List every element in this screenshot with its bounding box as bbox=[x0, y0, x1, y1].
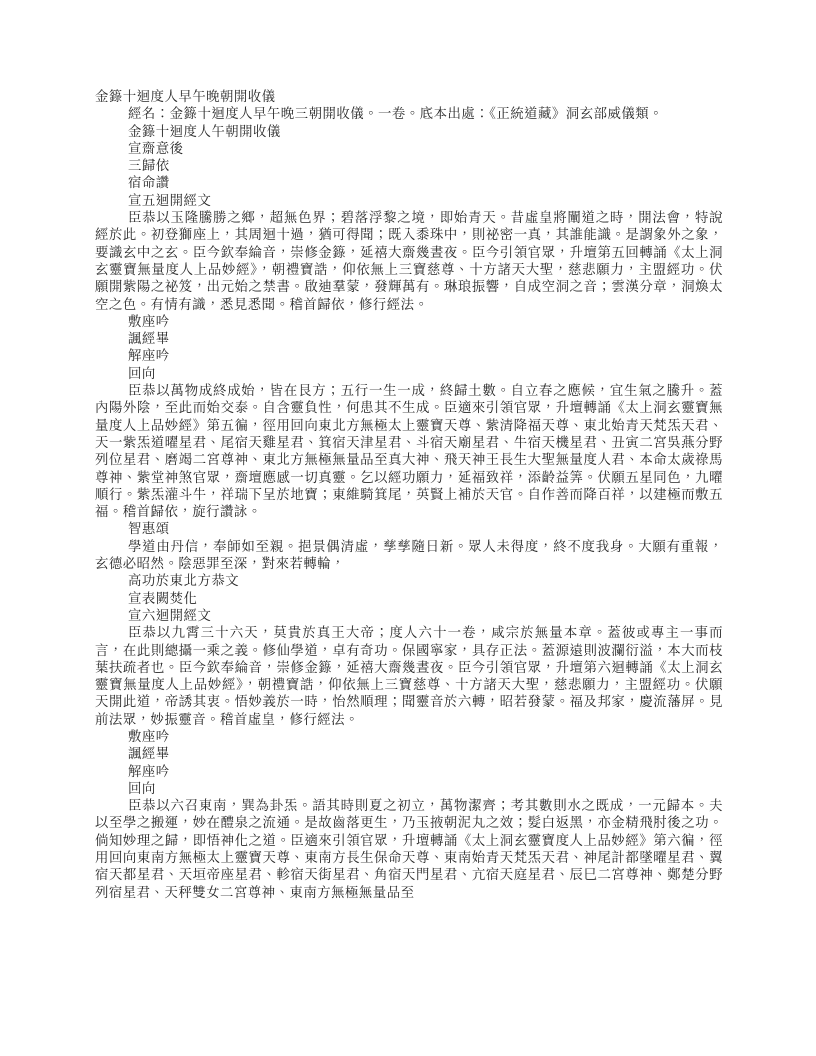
section-heading: 回向 bbox=[128, 365, 156, 381]
section-heading: 敷座吟 bbox=[128, 313, 170, 329]
section-heading: 三歸依 bbox=[128, 158, 170, 174]
section-heading: 諷經畢 bbox=[128, 746, 170, 762]
section-heading: 敷座吟 bbox=[128, 728, 170, 744]
paragraph: 臣恭以玉隆騰勝之鄉，超無色界；碧落浮黎之境，即始青天。昔虛皇將闡道之時，開法會，特說經於此。初登獅座上，其周迴十過，猶可得聞；既入黍珠中，則祕密一真，其誰能識。是謂象外之象，要識玄中之玄。臣今欽奉綸音，崇修金籙，延禧大齋幾晝夜。臣今引領官眾，升壇第五回轉誦《太上洞玄靈寶無量度人上品妙經》，朝禮寶誥，仰依無上三寶慈尊、十方諸天大聖，慈悲願力，主盟經功。伏願開紫陽之祕笈，出元始之禁書。啟迪羣蒙，發輝萬有。琳琅振響，自成空洞之音；雲漢分章，洞煥太空之色。有情有識，悉見悉聞。稽首歸依，修行經法。 bbox=[95, 210, 723, 312]
section-heading: 智惠頌 bbox=[128, 521, 170, 537]
paragraph: 臣恭以萬物成終成始，皆在艮方；五行一生一成，終歸土數。自立春之應候，宜生氣之騰升。蓋內陽外陰，至此而始交泰。自含靈負性，何患其不生成。臣適來引領官眾，升壇轉誦《太上洞玄靈寶無量度人上品妙經》第五徧，徑用回向東北方無極太上靈寶天尊、紫清降福天尊、東北始青天梵炁天君、天一紫炁道曜星君、尾宿天雞星君、箕宿天津星君、斗宿天廟星君、牛宿天機星君、丑寅二宮吳燕分野列位星君、磨竭二宮尊神、東北方無極無量品至真大神、飛天神王長生大聖無量度人君、本命太歲祿馬尊神、紫堂神煞官眾，齋壇應感一切真靈。乞以經功願力，延福致祥，添齡益筭。伏願五星同色，九曜順行。紫炁灌斗牛，祥瑞下呈於地寶；東維騎箕尾，英賢上補於天官。自作善而降百祥，以建極而敷五福。稽首歸依，旋行讚詠。 bbox=[95, 383, 723, 520]
section-heading: 金籙十迴度人午朝開收儀 bbox=[128, 123, 281, 139]
section-heading: 宣齋意後 bbox=[128, 140, 184, 156]
paragraph: 臣恭以六召東南，巽為卦炁。語其時則夏之初立，萬物潔齊；考其數則水之既成，一元歸本。夫以至學之搬運，妙在醴泉之流通。是故齒落更生，乃玉掖朝泥丸之效；髮白返黑，亦金精飛肘後之功。倘知妙理之歸，即悟神化之道。臣適來引領官眾，升壇轉誦《太上洞玄靈寶度人上品妙經》第六徧，徑用回向東南方無極太上靈寶天尊、東南方長生保命天尊、東南始青天梵炁天君、神尾計都墜曜星君、翼宿天都星君、天垣帝座星君、軫宿天街星君、角宿天門星君、亢宿天庭星君、辰巳二宮尊神、鄭楚分野列宿星君、天秤雙女二宮尊神、東南方無極無量品至 bbox=[95, 798, 723, 900]
section-heading: 解座吟 bbox=[128, 348, 170, 364]
section-heading: 宿命讚 bbox=[128, 175, 170, 191]
section-heading: 回向 bbox=[128, 780, 156, 796]
section-heading: 宣六迴開經文 bbox=[128, 607, 212, 623]
paragraph: 學道由丹信，奉師如至親。挹景偶清虛，孳孳隨日新。眾人未得度，終不度我身。大願有重報，玄德必昭然。陰惡罪至深，對來若轉輪， bbox=[95, 538, 723, 572]
paragraph: 臣恭以九霄三十六天，莫貴於真王大帝；度人六十一卷，咸宗於無量本章。蓋彼或專主一事而言，在此則總攝一乘之義。修仙學道，卓有奇功。保國寧家，具存正法。蓋源遠則波瀾衍溢，本大而枝葉扶疏者也。臣今欽奉綸音，崇修金籙，延禧大齋幾晝夜。臣今引領官眾，升壇第六迴轉誦《太上洞玄靈寶無量度人上品妙經》，朝禮寶誥，仰依無上三寶慈尊、十方諸天大聖，慈悲願力，主盟經功。伏願天開此道，帝誘其衷。悟妙義於一時，怡然順理；聞靈音於六轉，昭若發蒙。福及邦家，慶流藩屏。見前法眾，妙振靈音。稽首虛皇，修行經法。 bbox=[95, 625, 723, 727]
doc-title: 金籙十迴度人早午晚朝開收儀 bbox=[95, 89, 276, 104]
section-heading: 宣表闕焚化 bbox=[128, 590, 198, 606]
section-heading: 解座吟 bbox=[128, 763, 170, 779]
section-heading: 宣五迴開經文 bbox=[128, 192, 212, 208]
section-heading: 高功於東北方恭文 bbox=[128, 573, 240, 589]
meta-line: 經名：金籙十迴度人早午晚三朝開收儀。一卷。底本出處：《正統道藏》洞玄部威儀類。 bbox=[128, 106, 664, 122]
document-page bbox=[95, 88, 723, 901]
section-heading: 諷經畢 bbox=[128, 331, 170, 347]
